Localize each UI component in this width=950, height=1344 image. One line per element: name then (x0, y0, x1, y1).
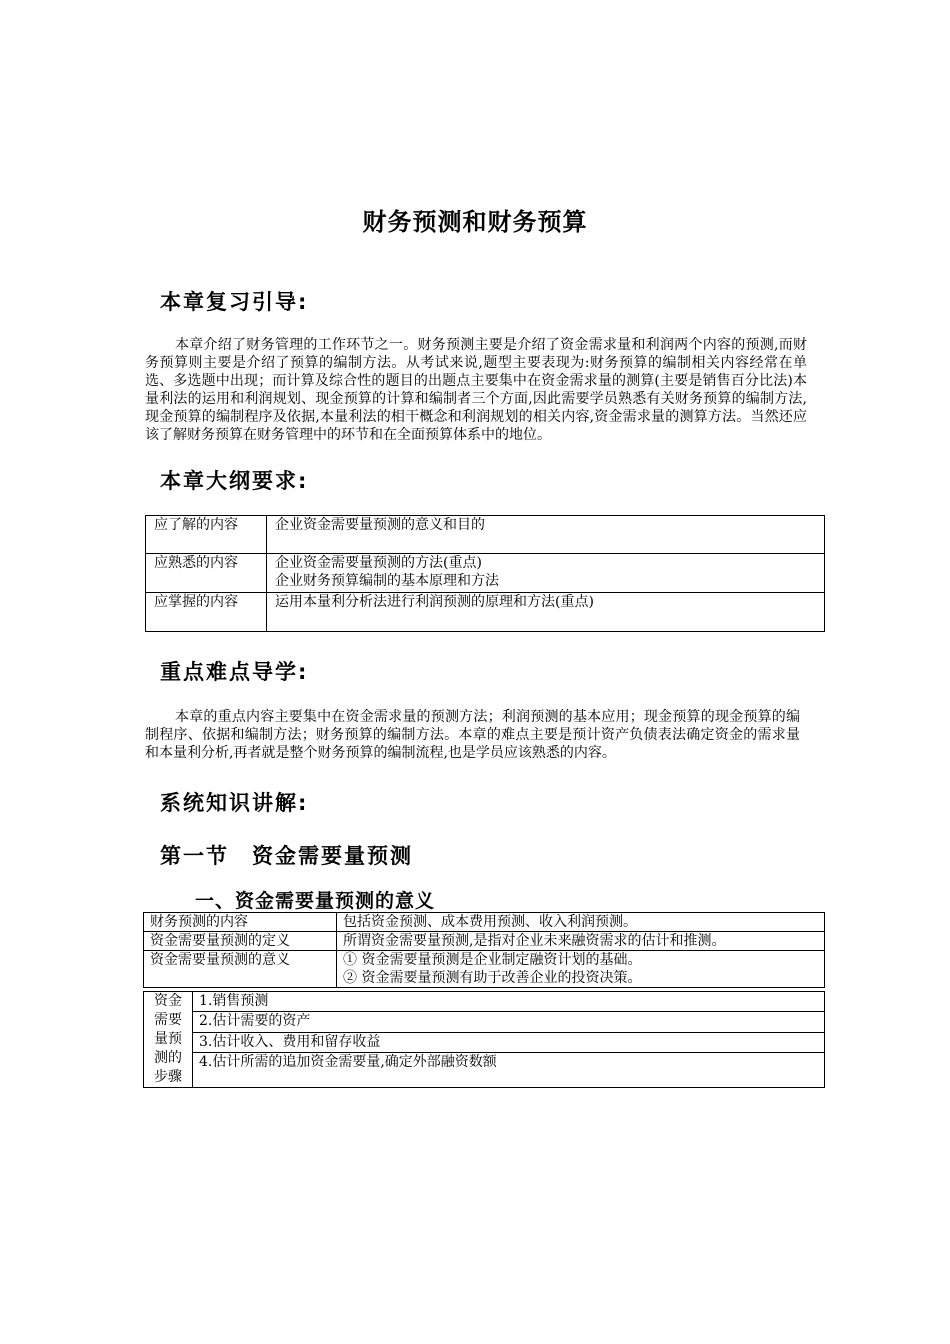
table-row (146, 554, 825, 593)
table-row (144, 932, 825, 951)
steps-table (143, 991, 825, 1088)
system-heading: 系统知识讲解: (160, 791, 309, 815)
key-heading: 重点难点导学: (160, 660, 309, 684)
table-row (144, 951, 825, 988)
meaning-line: ② 资金需要量预测有助于改善企业的投资决策。 (343, 970, 642, 986)
meaning-label: 财务预测的内容 (144, 913, 337, 932)
meaning-content (337, 932, 825, 951)
meaning-label: 资金需要量预测的意义 (144, 951, 337, 988)
outline-line: 企业资金需要量预测的方法(重点) (275, 555, 482, 571)
steps-label: 资金需要量预测的步骤 (144, 992, 193, 1088)
meaning-line: 所谓资金需要量预测,是指对企业未来融资需求的估计和推测。 (343, 933, 726, 949)
step-item: 2.估计需要的资产 (193, 1012, 825, 1032)
outline-label: 应熟悉的内容 (146, 554, 267, 593)
meaning-label: 资金需要量预测的定义 (144, 932, 337, 951)
outline-content (267, 554, 825, 593)
meaning-line: 包括资金预测、成本费用预测、收入利润预测。 (343, 914, 637, 930)
outline-line: 运用本量利分析法进行利润预测的原理和方法(重点) (275, 594, 594, 610)
outline-table (145, 515, 825, 632)
outline-line: 企业资金需要量预测的意义和目的 (275, 517, 485, 533)
meaning-content (337, 951, 825, 988)
outline-heading: 本章大纲要求: (160, 469, 309, 493)
table-row (144, 1012, 825, 1032)
step-item: 4.估计所需的追加资金需要量,确定外部融资数额 (193, 1053, 825, 1088)
outline-line: 企业财务预算编制的基本原理和方法 (275, 573, 499, 589)
outline-label: 应了解的内容 (146, 516, 267, 554)
step-item: 1.销售预测 (193, 992, 825, 1012)
table-row (144, 992, 825, 1012)
review-heading: 本章复习引导: (160, 290, 309, 314)
meaning-content (337, 913, 825, 932)
section1-heading: 第一节 资金需要量预测 (160, 844, 413, 868)
table-row (144, 1032, 825, 1052)
outline-content (267, 593, 825, 632)
outline-content (267, 516, 825, 554)
table-row (144, 1053, 825, 1088)
outline-label: 应掌握的内容 (146, 593, 267, 632)
meaning-line: ① 资金需要量预测是企业制定融资计划的基础。 (343, 952, 642, 968)
key-paragraph: 本章的重点内容主要集中在资金需求量的预测方法；利润预测的基本应用；现金预算的现金预算的编制程序、依据和编制方法；财务预算的编制方法。本章的难点主要是预计资产负债表法确定资金的需求量和本量利分析,再者就是整个财务预算的编制流程,也是学员应该熟悉的内容。 (145, 709, 800, 761)
table-row (146, 516, 825, 554)
table-row (144, 913, 825, 932)
table-row (146, 593, 825, 632)
meaning-table (143, 912, 825, 988)
step-item: 3.估计收入、费用和留存收益 (193, 1032, 825, 1052)
review-paragraph: 本章介绍了财务管理的工作环节之一。财务预测主要是介绍了资金需求量和利润两个内容的预测,而财务预算则主要是介绍了预算的编制方法。从考试来说,题型主要表现为:财务预算的编制相关内容经常在单选、多选题中出现；而计算及综合性的题目的出题点主要集中在资金需求量的测算(主要是销售百分比法)本量利法的运用和利润规划、现金预算的计算和编制者三个方面,因此需要学员熟悉有关财务预算的编制方法,现金预算的编制程序及依据,本量利法的相干概念和利润规划的相关内容,资金需求量的测算方法。当然还应该了解财务预算在财务管理中的环节和在全面预算体系中的地位。 (145, 337, 807, 443)
sub1-heading: 一、资金需要量预测的意义 (195, 890, 436, 912)
page-title: 财务预测和财务预算 (362, 208, 588, 236)
